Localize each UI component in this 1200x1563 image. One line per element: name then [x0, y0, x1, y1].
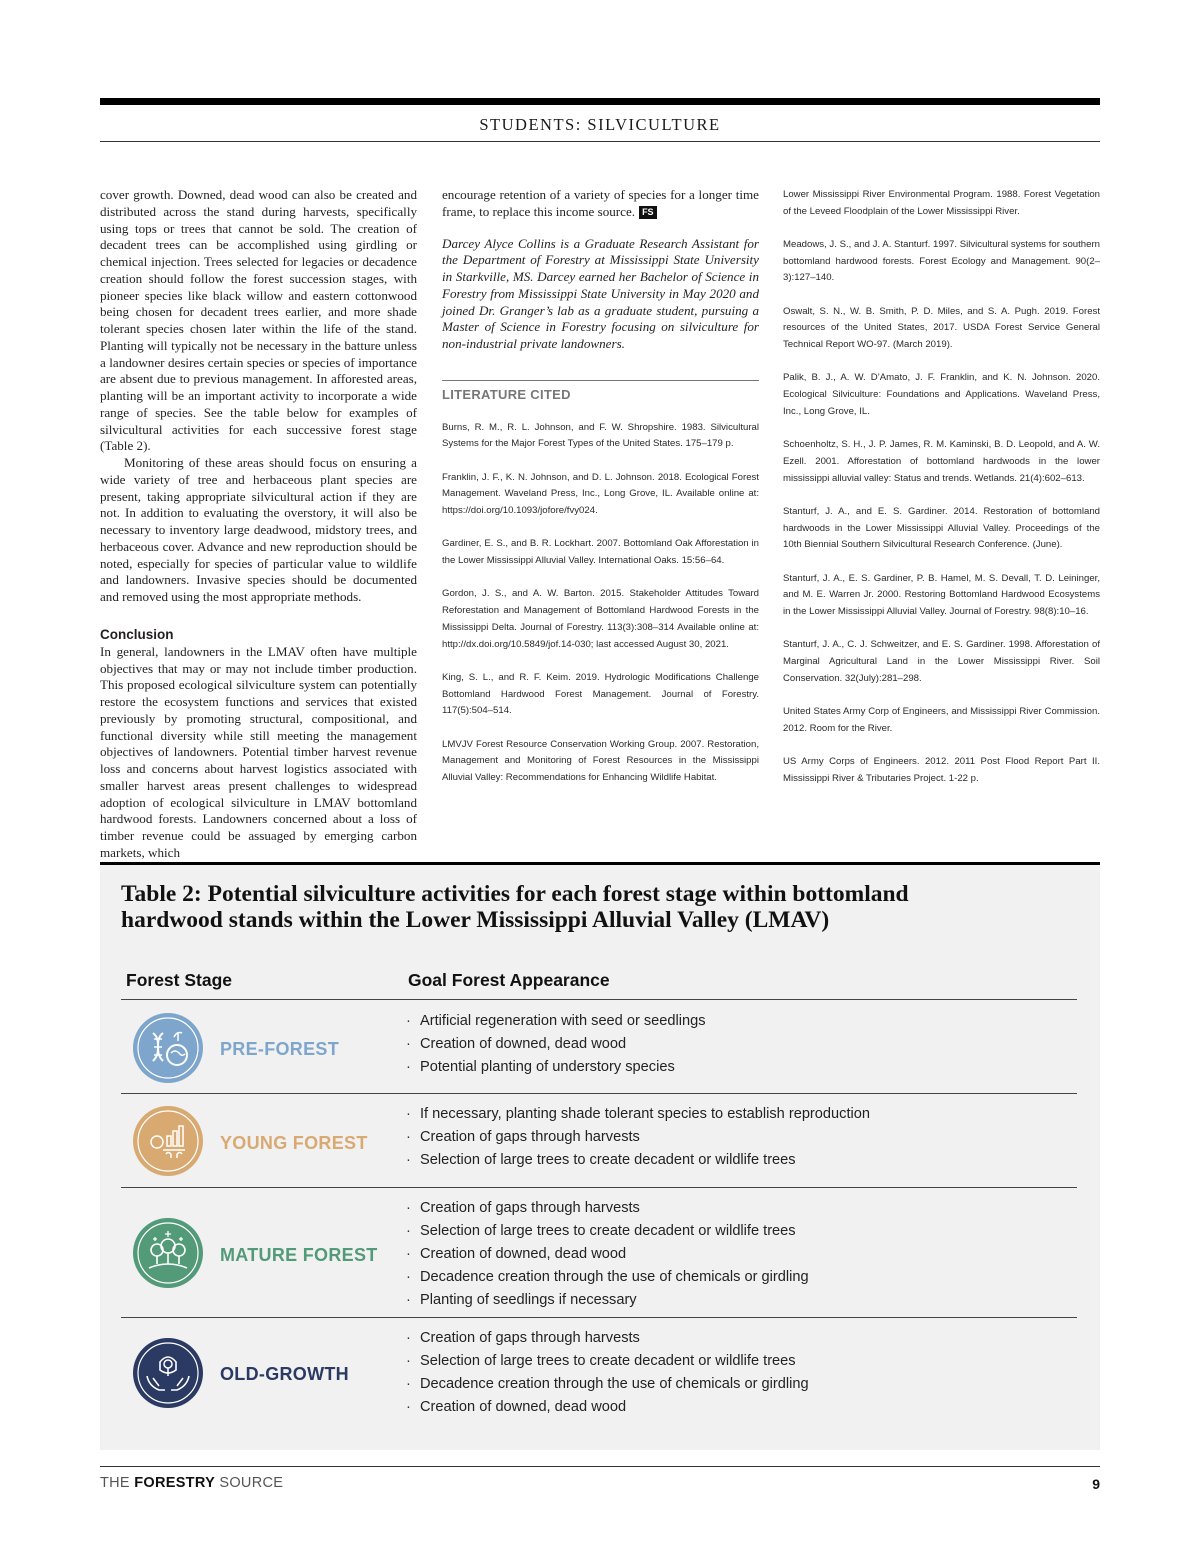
literature-heading: LITERATURE CITED: [442, 386, 571, 402]
bullet: ·: [406, 1106, 411, 1122]
body-text: encourage retention of a variety of species for a longer time frame, to replace this income source.: [442, 187, 759, 219]
reference-list: [783, 187, 1100, 787]
page-number: 9: [1092, 1476, 1100, 1492]
stage-label: MATURE FOREST: [220, 1245, 378, 1265]
goal-item: [406, 1126, 870, 1149]
column-1: [100, 187, 417, 862]
reference-entry: Franklin, J. F., K. N. Johnson, and D. L. Johnson. 2018. Ecological Forest Management. Waveland Press, Inc., Long Grove, IL. Available online at: https://doi.org/10.1093/jofore/fvy024.: [442, 471, 759, 517]
reference-entry: Gordon, J. S., and A. W. Barton. 2015. Stakeholder Attitudes Toward Reforestation and Management of Bottomland Hardwood Forests in the Mississippi Delta. Journal of Forestry. 113(3):308–314 Available online at: http://dx.doi.org/10.5849/jof.14-030; last accessed August 30, 2021.: [442, 588, 759, 650]
conclusion-heading: Conclusion: [100, 626, 174, 642]
goal-text: Creation of gaps through harvests: [420, 1129, 640, 1145]
goal-text: Selection of large trees to create decadent or wildlife trees: [420, 1353, 796, 1369]
stage-name: [220, 1039, 339, 1060]
bullet: ·: [406, 1013, 411, 1029]
bullet: ·: [406, 1269, 411, 1285]
table-top-rule: [100, 862, 1100, 865]
bullet: ·: [406, 1223, 411, 1239]
fs-end-badge: FS: [639, 206, 657, 219]
table-title-line: Table 2: Potential silviculture activities for each forest stage within bottomland: [121, 881, 909, 907]
bullet: ·: [406, 1036, 411, 1052]
reference-list: [442, 420, 759, 787]
goal-text: Creation of downed, dead wood: [420, 1246, 627, 1262]
goal-text: Creation of gaps through harvests: [420, 1330, 640, 1346]
goal-text: Decadence creation through the use of chemicals or girdling: [420, 1376, 809, 1392]
goal-item: [406, 1266, 809, 1289]
bullet: ·: [406, 1376, 411, 1392]
bullet: ·: [406, 1330, 411, 1346]
bullet: ·: [406, 1059, 411, 1075]
hands-tree-icon: [133, 1338, 203, 1408]
bullet: ·: [406, 1399, 411, 1415]
column-3: [783, 187, 1100, 804]
reference-entry: United States Army Corp of Engineers, and Mississippi River Commission. 2012. Room for the River.: [783, 705, 1100, 734]
goal-text: Selection of large trees to create decadent or wildlife trees: [420, 1223, 796, 1239]
reference-entry: Burns, R. M., R. L. Johnson, and F. W. Shropshire. 1983. Silvicultural Systems for the Major Forest Types of the United States. 175–179 p.: [442, 421, 759, 450]
footer-brand: FORESTRY: [134, 1475, 216, 1491]
goal-text: Creation of gaps through harvests: [420, 1200, 640, 1216]
goal-item: [406, 1350, 809, 1373]
row-rule: [121, 1317, 1077, 1318]
table-title-line: hardwood stands within the Lower Mississippi Alluvial Valley (LMAV): [121, 907, 830, 933]
goal-item: [406, 1103, 870, 1126]
reference-entry: Lower Mississippi River Environmental Program. 1988. Forest Vegetation of the Leveed Floodplain of the Lower Mississippi River.: [783, 189, 1100, 217]
stage-name: [220, 1364, 349, 1385]
goal-text: Creation of downed, dead wood: [420, 1036, 627, 1052]
goal-item: [406, 1197, 809, 1220]
goal-text: Artificial regeneration with seed or seedlings: [420, 1013, 706, 1029]
header-rule: [121, 999, 1077, 1000]
bullet: ·: [406, 1292, 411, 1308]
bullet: ·: [406, 1353, 411, 1369]
growth-chart-icon: [133, 1106, 203, 1176]
stage-label: OLD-GROWTH: [220, 1364, 349, 1384]
stage-name: [220, 1133, 368, 1154]
reference-entry: LMVJV Forest Resource Conservation Working Group. 2007. Restoration, Management and Monitoring of Forest Resources in the Mississippi Alluvial Valley: Recommendations for Enhancing Wildlife Habitat.: [442, 738, 759, 783]
reference-entry: US Army Corps of Engineers. 2012. 2011 Post Flood Report Part II. Mississippi River & Tributaries Project. 1-22 p.: [783, 755, 1100, 784]
bullet: ·: [406, 1246, 411, 1262]
reference-entry: Stanturf, J. A., C. J. Schweitzer, and E. S. Gardiner. 1998. Afforestation of Marginal Agricultural Land in the Lower Mississippi River. Soil Conservation. 32(July):281–298.: [783, 639, 1100, 684]
goal-list: [406, 1197, 809, 1312]
goal-item: [406, 1289, 809, 1312]
goal-item: [406, 1033, 706, 1056]
body-paragraph: In general, landowners in the LMAV often have multiple objectives that may or may not include timber production. This proposed ecological silviculture system can potentially restore the ecosystem functions and services that existed previously by promoting structural, compositional, and functional diversity while still meeting the management objectives of landowners. Potential timber harvest revenue loss and concerns about harvest logistics associated with smaller harvest areas present challenges to widespread adoption of ecological silviculture in LMAV bottomland hardwood forests. Landowners concerned about a loss of timber revenue could be assuaged by emerging carbon markets, which: [100, 643, 417, 860]
publication-name: [100, 1475, 283, 1491]
goal-item: [406, 1243, 809, 1266]
dna-globe-icon: [133, 1013, 203, 1083]
body-paragraph: Monitoring of these areas should focus on ensuring a wide variety of tree and herbaceous plant species are present, taking appropriate silvicultural action if they are not. In addition to evaluating the overstory, it will also be necessary to inventory large deadwood, midstory trees, and herbaceous cover. Advance and new reproduction should be noted, especially for species of particular value to wildlife and landowners. Invasive species should be documented and removed using the most appropriate methods.: [100, 455, 417, 604]
goal-text: Potential planting of understory species: [420, 1059, 675, 1075]
author-bio: Darcey Alyce Collins is a Graduate Research Assistant for the Department of Forestry at Mississippi State University in Starkville, MS. Darcey earned her Bachelor of Science in Forestry from Mississippi State University in May 2020 and joined Dr. Granger’s lab as a graduate student, pursuing a Master of Science in Forestry focusing on silviculture for non-industrial private landowners.: [442, 235, 759, 351]
goal-item: [406, 1010, 706, 1033]
top-rule: [100, 98, 1100, 105]
reference-entry: Oswalt, S. N., W. B. Smith, P. D. Miles, and S. A. Pugh. 2019. Forest resources of the United States, 2017. USDA Forest Service General Technical Report WO-97. (March 2019).: [783, 305, 1100, 351]
header-rule: [100, 141, 1100, 142]
goal-item: [406, 1396, 809, 1419]
bullet: ·: [406, 1152, 411, 1168]
goal-list: [406, 1327, 809, 1419]
goal-list: [406, 1103, 870, 1172]
goal-text: Planting of seedlings if necessary: [420, 1292, 637, 1308]
footer-text: SOURCE: [215, 1475, 284, 1491]
reference-entry: King, S. L., and R. F. Keim. 2019. Hydrologic Modifications Challenge Bottomland Hardwood Forest Management. Journal of Forestry. 117(5):504–514.: [442, 671, 759, 717]
reference-entry: Stanturf, J. A., and E. S. Gardiner. 2014. Restoration of bottomland hardwoods in the Lower Mississippi Alluvial Valley. Proceedings of the 10th Biennial Southern Silvicultural Research Conference. (June).: [783, 505, 1100, 551]
body-paragraph: cover growth. Downed, dead wood can also be created and distributed across the stand during harvests, specifically using tops or trees that cannot be sold. The creation of decadent trees can be accomplished using girdling or chemical injection. Trees selected for legacies or decadence creation should follow the forest succession stages, with pioneer species like black willow and eastern cottonwood being chosen for decadent trees earlier, and more shade tolerant species chosen later within the life of the stand. Planting will typically not be necessary in the batture unless a landowner desires certain species or species of importance are absent due to previous management. In afforested areas, planting will be an important activity to incorporate a wide range of species. See the table below for examples of silvicultural activities for each successive forest stage (Table 2).: [100, 187, 417, 454]
column-2: [442, 187, 759, 803]
body-paragraph: [442, 187, 759, 221]
bullet: ·: [406, 1129, 411, 1145]
goal-list: [406, 1010, 706, 1079]
table-title: [121, 881, 1021, 933]
stage-name: [220, 1245, 378, 1266]
reference-entry: Meadows, J. S., and J. A. Stanturf. 1997. Silvicultural systems for southern bottomland hardwood forests. Forest Ecology and Management. 90(2–3):127–140.: [783, 239, 1100, 284]
goal-item: [406, 1327, 809, 1350]
footer-rule: [100, 1466, 1100, 1467]
literature-rule: [442, 380, 759, 381]
trees-icon: [133, 1218, 203, 1288]
goal-item: [406, 1149, 870, 1172]
footer-text: THE: [100, 1475, 135, 1491]
column-header-goal: Goal Forest Appearance: [408, 970, 610, 990]
goal-text: Selection of large trees to create decadent or wildlife trees: [420, 1152, 796, 1168]
goal-text: If necessary, planting shade tolerant species to establish reproduction: [420, 1106, 870, 1122]
goal-text: Decadence creation through the use of chemicals or girdling: [420, 1269, 809, 1285]
reference-entry: Stanturf, J. A., E. S. Gardiner, P. B. Hamel, M. S. Devall, T. D. Leininger, and M. E. Warren Jr. 2000. Restoring Bottomland Hardwood Ecosystems in the Lower Mississippi Alluvial Valley. Journal of Forestry. 98(8):10–16.: [783, 572, 1100, 617]
column-header-forest-stage: Forest Stage: [126, 970, 232, 990]
goal-item: [406, 1220, 809, 1243]
row-rule: [121, 1187, 1077, 1188]
goal-text: Creation of downed, dead wood: [420, 1399, 627, 1415]
reference-entry: Palik, B. J., A. W. D’Amato, J. F. Franklin, and K. N. Johnson. 2020. Ecological Silviculture: Foundations and Applications. Waveland Press, Inc., Long Grove, IL.: [783, 372, 1100, 417]
reference-entry: Gardiner, E. S., and B. R. Lockhart. 2007. Bottomland Oak Afforestation in the Lower Mississippi Alluvial Valley. International Oaks. 15:56–64.: [442, 538, 759, 567]
row-rule: [121, 1093, 1077, 1094]
table-2-box: [100, 862, 1100, 1450]
stage-label: YOUNG FOREST: [220, 1133, 368, 1153]
section-title: STUDENTS: SILVICULTURE: [479, 115, 721, 134]
stage-label: PRE-FOREST: [220, 1039, 340, 1059]
goal-item: [406, 1373, 809, 1396]
reference-entry: Schoenholtz, S. H., J. P. James, R. M. Kaminski, B. D. Leopold, and A. W. Ezell. 2001. Afforestation of bottomland hardwoods in the lower mississippi alluvial valley: Status and trends. Wetlands. 21(4):602–613.: [783, 439, 1100, 484]
bullet: ·: [406, 1200, 411, 1216]
goal-item: [406, 1056, 706, 1079]
